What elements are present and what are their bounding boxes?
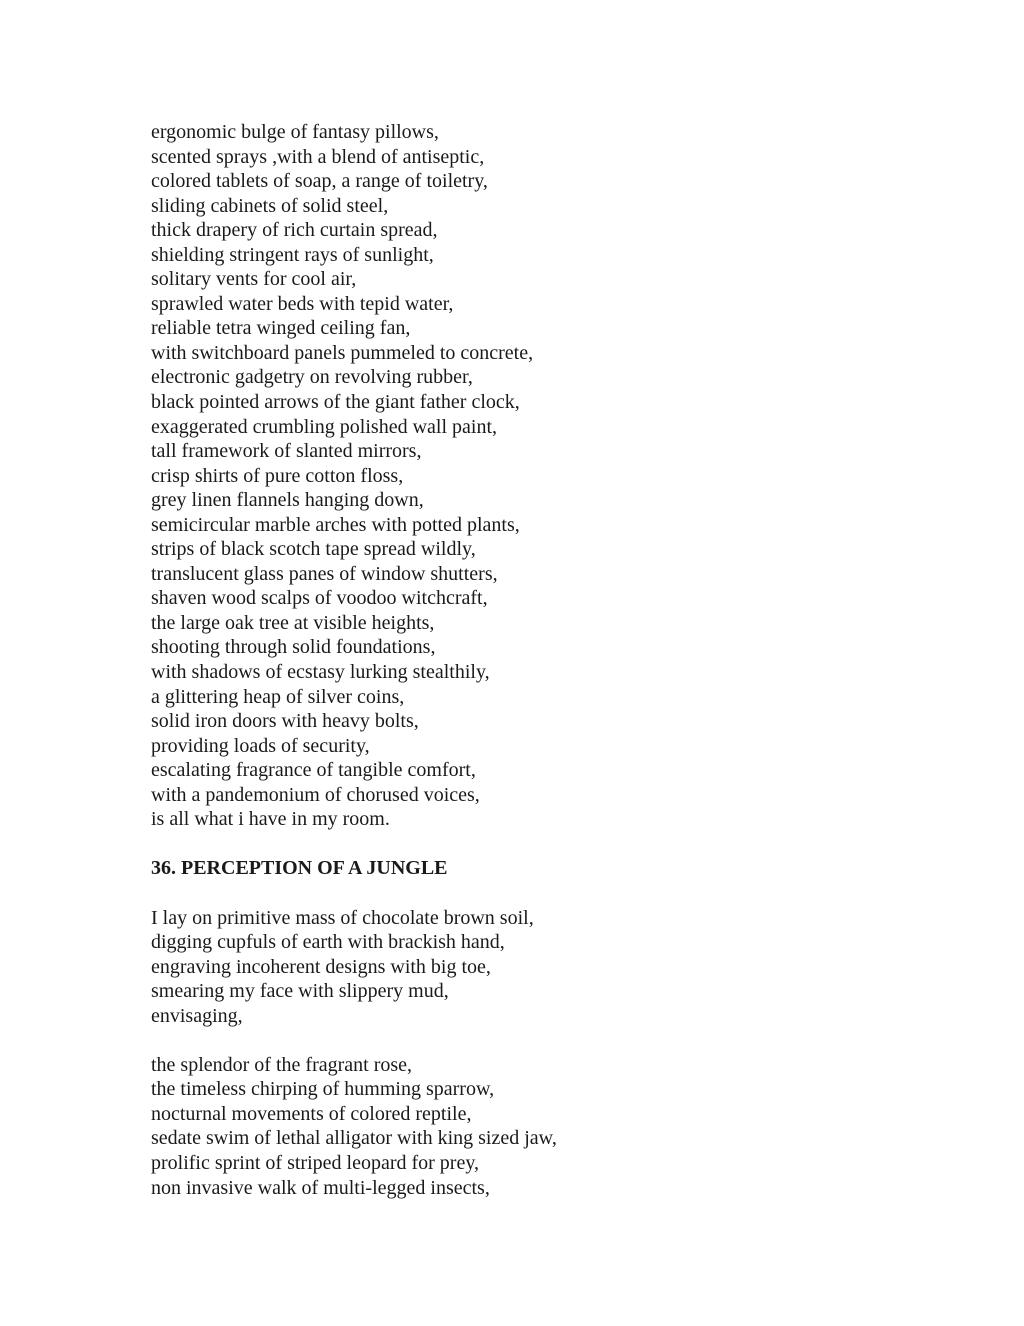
poem-line: digging cupfuls of earth with brackish hand, xyxy=(151,931,505,954)
poem-line: colored tablets of soap, a range of toiletry, xyxy=(151,170,488,193)
document-page xyxy=(151,120,971,1200)
poem-line: with shadows of ecstasy lurking stealthily, xyxy=(151,661,490,684)
poem-line: sprawled water beds with tepid water, xyxy=(151,292,454,315)
poem-line: with switchboard panels pummeled to concrete, xyxy=(151,341,534,364)
poem-line: I lay on primitive mass of chocolate brown soil, xyxy=(151,906,534,929)
poem-line: grey linen flannels hanging down, xyxy=(151,489,424,512)
poem-line: is all what i have in my room. xyxy=(151,808,390,831)
poem-line: reliable tetra winged ceiling fan, xyxy=(151,317,411,340)
poem-line: the large oak tree at visible heights, xyxy=(151,611,435,634)
poem-line: sedate swim of lethal alligator with king sized jaw, xyxy=(151,1127,557,1150)
poem-line: strips of black scotch tape spread wildly, xyxy=(151,538,476,561)
poem-line: the splendor of the fragrant rose, xyxy=(151,1053,413,1076)
poem-line: smearing my face with slippery mud, xyxy=(151,980,449,1003)
poem-line: crisp shirts of pure cotton floss, xyxy=(151,464,404,487)
poem-line: providing loads of security, xyxy=(151,734,370,757)
poem-line: thick drapery of rich curtain spread, xyxy=(151,219,438,242)
poem-line: solid iron doors with heavy bolts, xyxy=(151,710,419,733)
poem-line: envisaging, xyxy=(151,1004,243,1027)
poem-line: nocturnal movements of colored reptile, xyxy=(151,1102,472,1125)
poem-line: electronic gadgetry on revolving rubber, xyxy=(151,366,473,389)
poem-line: black pointed arrows of the giant father clock, xyxy=(151,391,520,414)
poem-line: sliding cabinets of solid steel, xyxy=(151,194,389,217)
poem-line: exaggerated crumbling polished wall paint, xyxy=(151,415,498,438)
poem-line: solitary vents for cool air, xyxy=(151,268,357,291)
poem-line: a glittering heap of silver coins, xyxy=(151,685,405,708)
poem-line: shielding stringent rays of sunlight, xyxy=(151,243,434,266)
poem-line: shooting through solid foundations, xyxy=(151,636,436,659)
poem-line: ergonomic bulge of fantasy pillows, xyxy=(151,121,439,143)
poem-line: shaven wood scalps of voodoo witchcraft, xyxy=(151,587,488,610)
poem-line: translucent glass panes of window shutters, xyxy=(151,562,498,585)
poem-title: 36. PERCEPTION OF A JUNGLE xyxy=(151,857,448,880)
poem-line: scented sprays ,with a blend of antiseptic, xyxy=(151,145,485,168)
poem-stanza-1 xyxy=(151,906,971,1029)
poem-line: non invasive walk of multi-legged insects, xyxy=(151,1176,490,1199)
poem-line: tall framework of slanted mirrors, xyxy=(151,440,422,463)
poem-line: semicircular marble arches with potted plants, xyxy=(151,513,520,536)
poem-line: engraving incoherent designs with big toe, xyxy=(151,955,491,978)
poem-line: with a pandemonium of chorused voices, xyxy=(151,783,480,806)
poem-continuation-stanza xyxy=(151,120,971,832)
poem-line: escalating fragrance of tangible comfort, xyxy=(151,759,476,782)
poem-line: the timeless chirping of humming sparrow, xyxy=(151,1078,495,1101)
poem-line: prolific sprint of striped leopard for prey, xyxy=(151,1151,480,1174)
poem-stanza-2 xyxy=(151,1053,971,1200)
